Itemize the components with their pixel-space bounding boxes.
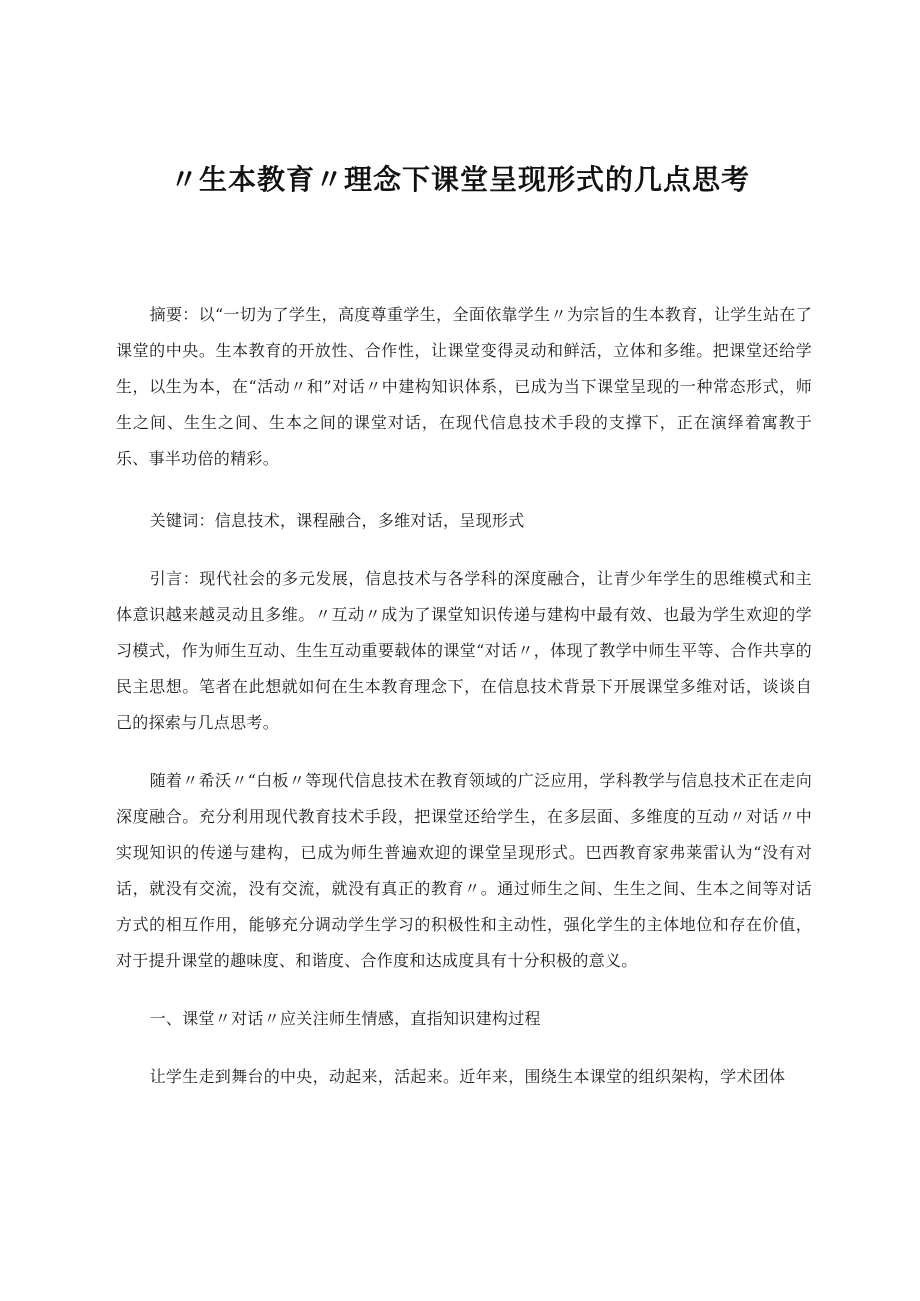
section-heading: 一、课堂〃对话〃应关注师生情感，直指知识建构过程 — [149, 1009, 541, 1028]
introduction-paragraph: 引言：现代社会的多元发展，信息技术与各学科的深度融合，让青少年学生的思维模式和主体意识越来越灵动且多维。〃互动〃成为了课堂知识传递与建构中最有效、也最为学生欢迎的学习模式，作为师生互动、生生互动重要载体的课堂“对话〃，体现了教学中师生平等、合作共享的民主思想。笔者在此想就如何在生本教育理念下，在信息技术背景下开展课堂多维对话，谈谈自己的探索与几点思考。 — [116, 569, 812, 732]
document-title: 〃生本教育〃理念下课堂呈现形式的几点思考 — [169, 163, 750, 196]
body-paragraph: 让学生走到舞台的中央，动起来，活起来。近年来，围绕生本课堂的组织架构，学术团体 — [149, 1067, 786, 1086]
body-paragraph: 随着〃希沃〃“白板〃等现代信息技术在教育领域的广泛应用，学科教学与信息技术正在走向深度融合。充分利用现代教育技术手段，把课堂还给学生，在多层面、多维度的互动〃对话〃中实现知识的传递与建构，已成为师生普遍欢迎的课堂呈现形式。巴西教育家弗莱雷认为“没有对话，就没有交流，没有交流，就没有真正的教育〃。通过师生之间、生生之间、生本之间等对话方式的相互作用，能够充分调动学生学习的积极性和主动性，强化学生的主体地位和存在价值，对于提升课堂的趣味度、和谐度、合作度和达成度具有十分积极的意义。 — [116, 771, 812, 970]
abstract-paragraph: 摘要：以“一切为了学生，高度尊重学生，全面依靠学生〃为宗旨的生本教育，让学生站在了课堂的中央。生本教育的开放性、合作性，让课堂变得灵动和鲜活，立体和多维。把课堂还给学生，以生为本，在“活动〃和”对话〃中建构知识体系，已成为当下课堂呈现的一种常态形式，师生之间、生生之间、生本之间的课堂对话，在现代信息技术手段的支撑下，正在演绎着寓教于乐、事半功倍的精彩。 — [116, 305, 812, 468]
document-body — [116, 297, 812, 1095]
keywords-paragraph: 关键词：信息技术，课程融合，多维对话，呈现形式 — [149, 511, 525, 530]
